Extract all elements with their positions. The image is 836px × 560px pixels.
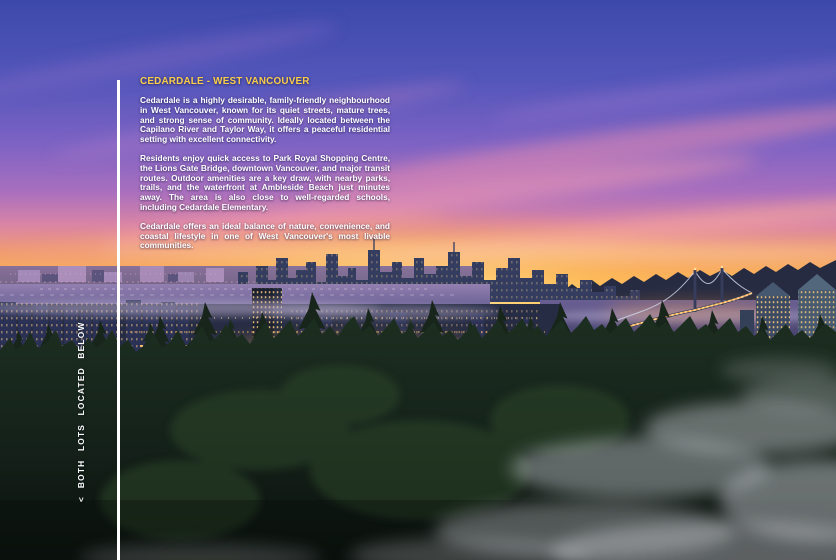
description-panel: [140, 76, 390, 251]
description-paragraph-2: Residents enjoy quick access to Park Royal Shopping Centre, the Lions Gate Bridge, downtown Vancouver, and major transit routes. Outdoor amenities are a key draw, with nearby parks, trails, and the waterfront at Ambleside Beach just minutes away. The area is also close to well-regarded schools, including Cedardale Elementary.: [140, 152, 390, 212]
section-title: CEDARDALE - WEST VANCOUVER: [140, 76, 310, 87]
vertical-label-text: BOTH LOTS LOCATED BELOW: [76, 321, 86, 489]
description-paragraph-1: Cedardale is a highly desirable, family-friendly neighbourhood in West Vancouver, known for its quiet streets, mature trees, and strong sense of community. Ideally located between the Capilano River and Taylor Way, it offers a peaceful residential setting with excellent connectivity.: [140, 95, 390, 145]
lots-location-label: [76, 321, 86, 502]
chevron-down-icon: <: [76, 497, 86, 502]
description-paragraph-3: Cedardale offers an ideal balance of nature, convenience, and coastal lifestyle in one of West Vancouver's most livable communities.: [140, 220, 390, 251]
vertical-divider-line: [117, 80, 120, 560]
